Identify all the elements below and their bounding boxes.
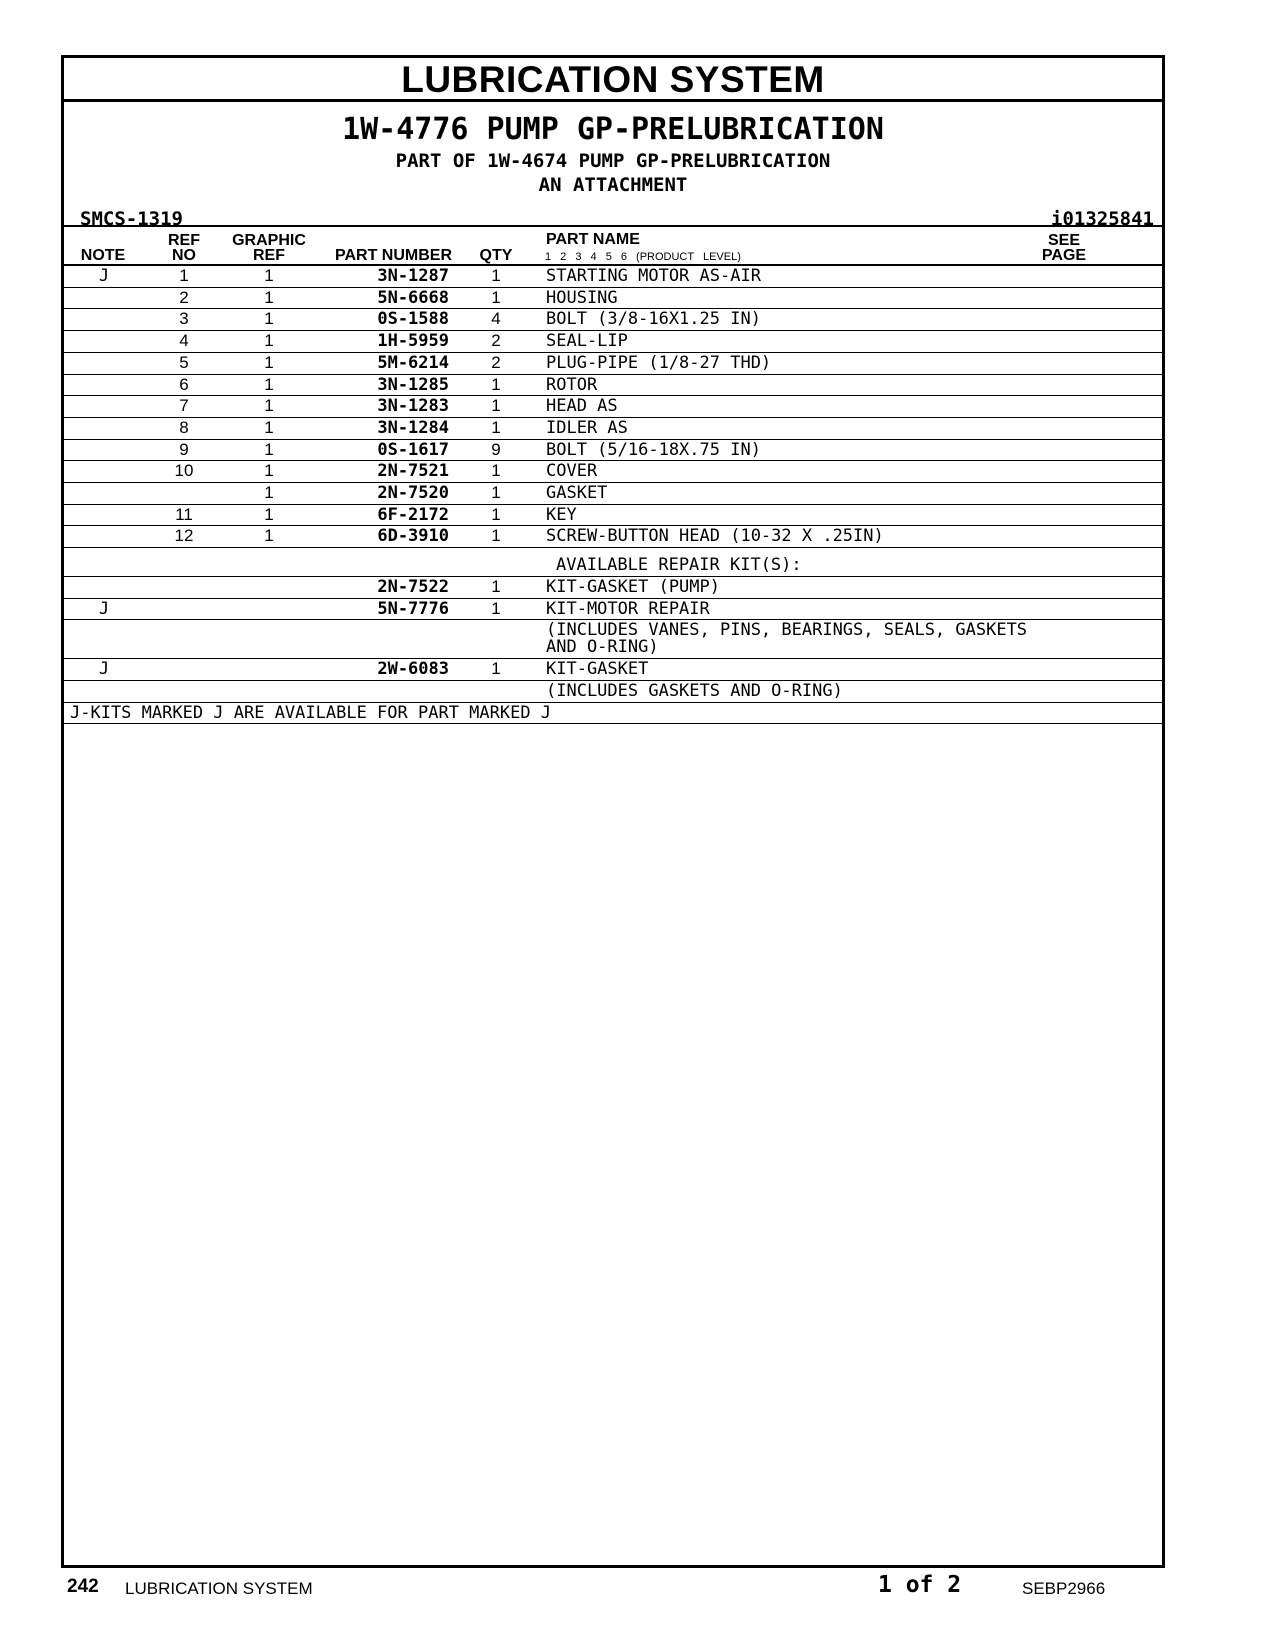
ref-no-cell: 1 (179, 266, 189, 285)
footnote: J-KITS MARKED J ARE AVAILABLE FOR PART MARKED J (70, 702, 552, 723)
col-graphic-top: GRAPHIC (232, 232, 306, 249)
graphic-ref-cell: 1 (264, 287, 274, 307)
footer-doc-id: SEBP2966 (1022, 1579, 1106, 1598)
part-name-cell: HEAD AS (546, 396, 618, 417)
kit-name-cell: KIT-MOTOR REPAIR (546, 598, 710, 619)
group-title: 1W-4776 PUMP GP-PRELUBRICATION (342, 112, 884, 147)
kit-qty-cell: 1 (491, 576, 501, 596)
kit-description: (INCLUDES GASKETS AND O-RING) (546, 680, 843, 701)
kit-name-cell: KIT-GASKET (546, 659, 649, 680)
graphic-ref-cell: 1 (264, 417, 274, 437)
part-of-line: PART OF 1W-4674 PUMP GP-PRELUBRICATION (395, 150, 831, 172)
ref-no-cell: 8 (179, 417, 189, 437)
row-divider (64, 504, 1162, 505)
part-number-cell: 6D-3910 (377, 526, 449, 547)
ref-no-cell: 12 (174, 526, 194, 546)
part-name-cell: KEY (546, 504, 577, 525)
qty-cell: 1 (491, 483, 501, 502)
part-name-cell: PLUG-PIPE (1/8-27 THD) (546, 352, 772, 373)
ref-no-cell: 11 (175, 504, 193, 524)
footer-page-of: 1 of 2 (878, 1572, 962, 1598)
illustration-ref: i01325841 (1051, 208, 1154, 230)
note-cell: J (98, 266, 110, 286)
col-ref-bottom: NO (172, 247, 196, 264)
kits-heading: AVAILABLE REPAIR KIT(S): (556, 555, 802, 576)
graphic-ref-cell: 1 (264, 483, 274, 502)
row-divider (64, 723, 1162, 724)
kit-note-cell: J (98, 659, 110, 680)
part-name-cell: STARTING MOTOR AS-AIR (546, 266, 761, 286)
kit-description-cont: AND O-RING) (546, 637, 659, 658)
part-name-cell: ROTOR (546, 374, 598, 395)
kit-part-number-cell: 2N-7522 (377, 576, 449, 597)
kit-description: (INCLUDES VANES, PINS, BEARINGS, SEALS, GASKETS (546, 620, 1028, 641)
ref-no-cell: 7 (179, 396, 189, 416)
kit-qty-cell: 1 (491, 598, 501, 618)
graphic-ref-cell: 1 (264, 309, 274, 329)
qty-cell: 1 (491, 287, 501, 307)
col-ref-top: REF (168, 232, 200, 249)
col-see-top: SEE (1047, 232, 1080, 249)
graphic-ref-cell: 1 (264, 504, 274, 524)
ref-no-cell: 10 (174, 461, 194, 481)
graphic-ref-cell: 1 (264, 266, 274, 285)
col-part-number: PART NUMBER (334, 247, 452, 264)
part-number-cell: 3N-1285 (377, 374, 449, 395)
ref-no-cell: 6 (179, 374, 189, 394)
part-number-cell: 2N-7520 (377, 483, 449, 503)
part-name-cell: GASKET (546, 483, 608, 503)
ref-no-cell: 3 (179, 309, 189, 329)
qty-cell: 1 (491, 396, 501, 416)
col-graphic-bottom: REF (253, 247, 285, 264)
kit-name-cell: KIT-GASKET (PUMP) (546, 576, 720, 597)
attachment-line: AN ATTACHMENT (538, 174, 688, 196)
qty-cell: 4 (491, 309, 501, 329)
part-number-cell: 6F-2172 (377, 504, 449, 525)
part-number-cell: 2N-7521 (377, 461, 449, 482)
footer-section: LUBRICATION SYSTEM (125, 1579, 313, 1598)
part-name-cell: SEAL-LIP (546, 331, 628, 352)
qty-cell: 2 (491, 331, 501, 351)
part-name-cell: SCREW-BUTTON HEAD (10-32 X .25IN) (546, 526, 884, 547)
qty-cell: 1 (491, 417, 501, 437)
row-divider (64, 374, 1162, 375)
part-number-cell: 0S-1617 (377, 439, 449, 460)
ref-no-cell: 2 (179, 287, 189, 307)
header-divider (64, 225, 1162, 227)
col-product-level: 1 2 3 4 5 6 (PRODUCT LEVEL) (545, 251, 741, 263)
qty-cell: 2 (491, 352, 501, 372)
ref-no-cell: 4 (179, 331, 189, 351)
smcs-code: SMCS-1319 (80, 208, 183, 230)
row-divider (64, 482, 1162, 483)
graphic-ref-cell: 1 (264, 526, 274, 546)
graphic-ref-cell: 1 (264, 396, 274, 416)
ref-no-cell: 5 (179, 352, 189, 372)
col-part-name: PART NAME (546, 231, 640, 248)
kit-part-number-cell: 2W-6083 (377, 659, 449, 680)
qty-cell: 1 (491, 266, 501, 285)
qty-cell: 1 (491, 526, 501, 546)
part-name-cell: COVER (546, 461, 598, 482)
part-name-cell: BOLT (3/8-16X1.25 IN) (546, 309, 761, 330)
graphic-ref-cell: 1 (264, 374, 274, 394)
ref-no-cell: 9 (179, 439, 189, 459)
kit-qty-cell: 1 (491, 659, 501, 679)
qty-cell: 9 (491, 439, 501, 459)
part-name-cell: HOUSING (546, 287, 618, 308)
kit-note-cell: J (98, 598, 110, 619)
part-name-cell: IDLER AS (546, 417, 628, 438)
qty-cell: 1 (491, 504, 501, 524)
part-number-cell: 1H-5959 (377, 331, 449, 352)
kit-part-number-cell: 5N-7776 (377, 598, 449, 619)
part-number-cell: 5N-6668 (377, 287, 449, 308)
graphic-ref-cell: 1 (264, 352, 274, 372)
part-name-cell: BOLT (5/16-18X.75 IN) (546, 439, 761, 460)
row-divider (64, 547, 1162, 548)
graphic-ref-cell: 1 (264, 439, 274, 459)
part-number-cell: 5M-6214 (377, 352, 449, 373)
col-see-bottom: PAGE (1041, 247, 1087, 264)
footer-page-number: 242 (67, 1576, 99, 1597)
part-number-cell: 3N-1284 (377, 417, 449, 438)
part-number-cell: 0S-1588 (377, 309, 449, 330)
row-divider (64, 460, 1162, 461)
col-note: NOTE (80, 247, 126, 264)
qty-cell: 1 (491, 461, 501, 481)
col-qty: QTY (479, 247, 513, 264)
part-number-cell: 3N-1283 (377, 396, 449, 417)
section-title: LUBRICATION SYSTEM (64, 58, 1162, 102)
graphic-ref-cell: 1 (264, 331, 274, 351)
page-frame (61, 55, 1165, 1568)
part-number-cell: 3N-1287 (377, 266, 449, 286)
qty-cell: 1 (491, 374, 501, 394)
graphic-ref-cell: 1 (264, 461, 274, 481)
